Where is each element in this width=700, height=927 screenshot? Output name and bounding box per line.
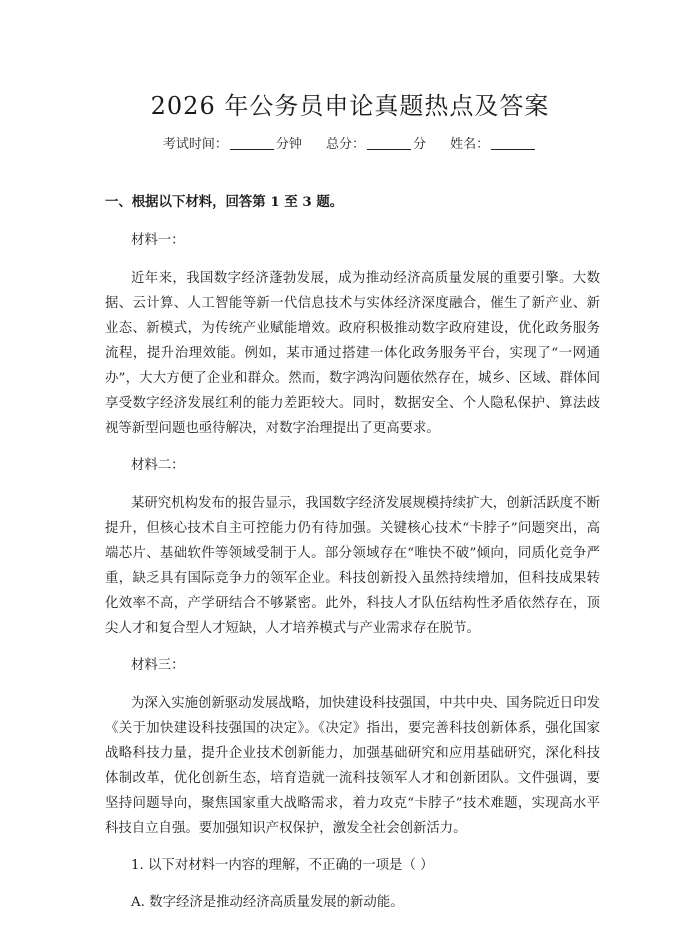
material-3-text: 为深入实施创新驱动发展战略，加快建设科技强国，中共中央、国务院近日印发《关于加快建设科技强国的决定》。《决定》指出，要完善科技创新体系，强化国家战略科技力量，提升企业技术创新能力，加强基础研究和应用基础研究，深化科技体制改革，优化创新生态，培育造就一流科技领军人才和创新团队。文件强调，要坚持问题导向，聚焦国家重大战略需求，着力攻克“卡脖子”技术难题，实现高水平科技自立自强。要加强知识产权保护，激发全社会创新活力。 [105, 696, 600, 836]
question-1-option-a: A. 数字经济是推动经济高质量发展的新动能。 [131, 895, 404, 910]
material-3-label: 材料三： [131, 658, 185, 673]
time-unit: 分钟 [275, 137, 302, 152]
material-2-label: 材料二： [131, 458, 185, 473]
score-label: 总分： [325, 137, 365, 152]
time-blank [230, 137, 274, 150]
material-2-text: 某研究机构发布的报告显示，我国数字经济发展规模持续扩大，创新活跃度不断提升，但核心技术自主可控能力仍有待加强。关键核心技术“卡脖子”问题突出，高端芯片、基础软件等领域受制于人。部分领域存在“唯快不破”倾向，同质化竞争严重，缺乏具有国际竞争力的领军企业。科技创新投入虽然持续增加，但科技成果转化效率不高，产学研结合不够紧密。此外，科技人才队伍结构性矛盾依然存在，顶尖人才和复合型人才短缺，人才培养模式与产业需求存在脱节。 [105, 496, 600, 636]
name-label: 姓名： [450, 137, 490, 152]
name-field [450, 137, 537, 152]
section-heading: 一、根据以下材料，回答第 1 至 3 题。 [105, 194, 344, 210]
name-blank [491, 137, 535, 150]
score-blank [367, 137, 411, 150]
material-1-text: 近年来，我国数字经济蓬勃发展，成为推动经济高质量发展的重要引擎。大数据、云计算、人工智能等新一代信息技术与实体经济深度融合，催生了新产业、新业态、新模式，为传统产业赋能增效。政府积极推动数字政府建设，优化政务服务流程，提升治理效能。例如，某市通过搭建一体化政务服务平台，实现了“一网通办”，大大方便了企业和群众。然而，数字鸿沟问题依然存在，城乡、区域、群体间享受数字经济发展红利的能力差距较大。同时，数据安全、个人隐私保护、算法歧视等新型问题也亟待解决，对数字治理提出了更高要求。 [105, 271, 600, 436]
material-1-label: 材料一： [131, 233, 185, 248]
time-label: 考试时间： [162, 137, 228, 152]
page-title: 2026 年公务员申论真题热点及答案 [150, 92, 550, 120]
total-score-field [326, 137, 426, 152]
exam-time-field [163, 137, 302, 152]
exam-meta-line [0, 133, 700, 152]
score-unit: 分 [413, 137, 427, 152]
section-content [105, 190, 600, 927]
question-1: 1. 以下对材料一内容的理解，不正确的一项是（ ） [131, 858, 434, 873]
